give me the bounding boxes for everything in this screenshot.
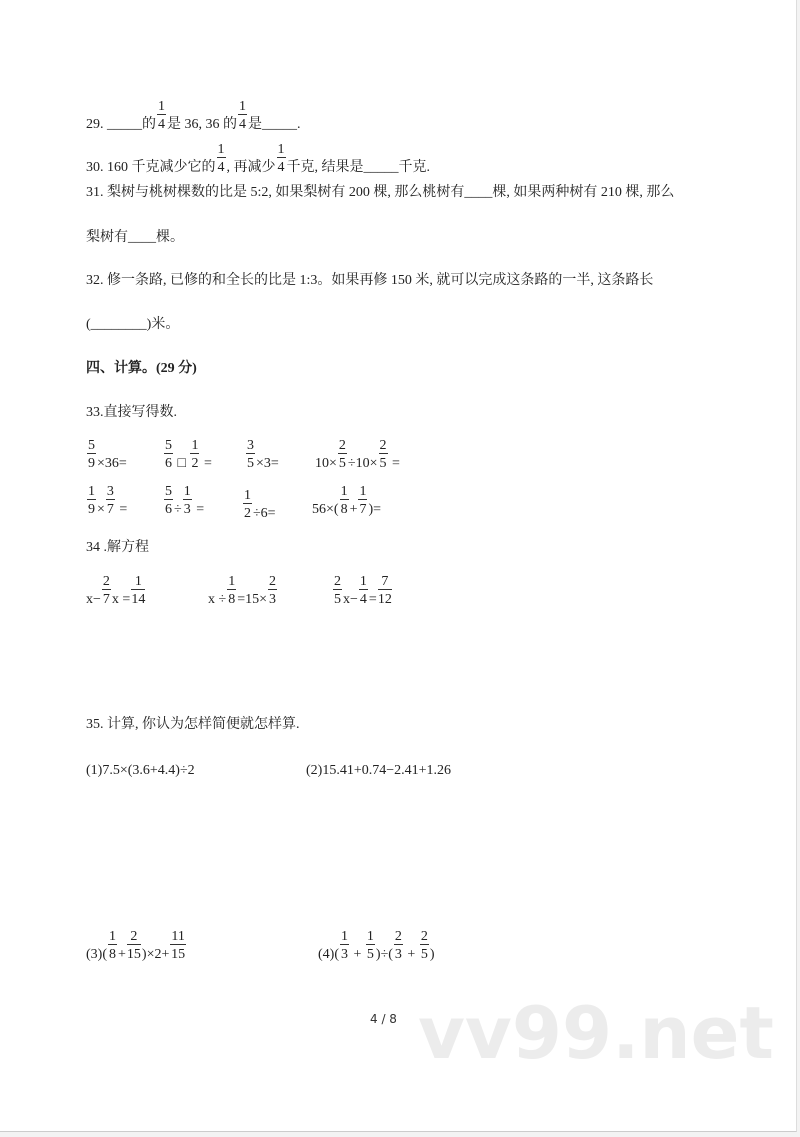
fraction-numerator: 1 xyxy=(340,484,348,499)
text-segment: × xyxy=(97,502,105,517)
fraction-numerator: 2 xyxy=(102,574,110,589)
text-segment: 56×( xyxy=(312,502,339,517)
line-q33-h xyxy=(312,484,381,519)
text-segment: 29. _____的 xyxy=(86,117,156,132)
fraction-numerator: 3 xyxy=(106,484,114,499)
line-q33-a xyxy=(86,438,127,473)
fraction-numerator: 1 xyxy=(88,484,95,499)
fraction-numerator: 1 xyxy=(341,929,348,944)
fraction xyxy=(366,929,375,963)
fraction-numerator: 3 xyxy=(247,438,254,453)
text-segment: x = xyxy=(111,592,131,607)
fraction-denominator: 7 xyxy=(102,592,110,607)
line-q35-3 xyxy=(86,929,187,964)
text-segment: (1)7.5×(3.6+4.4)÷2 xyxy=(86,763,195,778)
text-segment: ÷10× xyxy=(347,456,378,471)
fraction xyxy=(394,929,403,963)
text-segment: ×36= xyxy=(97,456,127,471)
text-segment: = xyxy=(115,502,128,517)
line-q33-g xyxy=(242,488,276,523)
fraction xyxy=(164,438,173,472)
fraction xyxy=(359,574,368,608)
fraction-denominator: 6 xyxy=(165,502,172,517)
line-q30 xyxy=(86,142,430,177)
fraction-numerator: 5 xyxy=(165,438,172,453)
fraction-denominator: 5 xyxy=(338,456,346,471)
text-segment: 是_____. xyxy=(248,117,301,132)
text-segment: ) xyxy=(429,947,435,962)
fraction-denominator: 4 xyxy=(239,117,246,132)
line-q32-cont xyxy=(86,316,179,334)
fraction-denominator: 8 xyxy=(340,502,348,517)
fraction xyxy=(87,484,96,518)
fraction-numerator: 5 xyxy=(165,484,172,499)
text-segment: + xyxy=(403,947,419,962)
fraction-denominator: 3 xyxy=(183,502,191,517)
fraction-numerator: 2 xyxy=(127,929,141,945)
line-q31-cont xyxy=(86,229,184,247)
fraction-numerator: 1 xyxy=(359,484,367,499)
fraction xyxy=(87,438,96,472)
fraction-numerator: 1 xyxy=(359,574,367,589)
text-segment: 四、计算。(29 分) xyxy=(86,361,197,376)
fraction xyxy=(338,438,347,472)
fraction-numerator: 1 xyxy=(244,488,251,503)
fraction-denominator: 5 xyxy=(366,947,374,962)
fraction xyxy=(190,438,199,472)
text-segment: x ÷ xyxy=(208,592,227,607)
fraction xyxy=(183,484,192,518)
fraction-denominator: 2 xyxy=(244,506,251,521)
text-segment: 10× xyxy=(315,456,337,471)
line-q34-a xyxy=(86,574,146,609)
fraction-denominator: 4 xyxy=(217,160,225,175)
fraction-numerator: 2 xyxy=(338,438,346,453)
fraction xyxy=(340,929,349,963)
line-q33-c xyxy=(245,438,279,473)
fraction-denominator: 4 xyxy=(359,592,367,607)
line-q29 xyxy=(86,99,301,134)
text-segment: = xyxy=(368,592,377,607)
fraction-denominator: 3 xyxy=(268,592,276,607)
fraction-denominator: 3 xyxy=(394,947,402,962)
text-segment: □ xyxy=(174,456,190,471)
fraction-denominator: 5 xyxy=(334,592,341,607)
text-segment: x− xyxy=(343,592,358,607)
text-segment: =15× xyxy=(237,592,267,607)
text-segment: + xyxy=(118,947,126,962)
text-segment: 32. 修一条路, 已修的和全长的比是 1:3。如果再修 150 米, 就可以完成这条路的一半, 这条路长 xyxy=(86,273,654,288)
line-q33-e xyxy=(86,484,127,519)
fraction-numerator: 2 xyxy=(379,438,387,453)
fraction xyxy=(102,574,111,608)
fraction-denominator: 9 xyxy=(88,502,95,517)
fraction-numerator: 5 xyxy=(88,438,95,453)
fraction-numerator: 2 xyxy=(268,574,276,589)
fraction-denominator: 5 xyxy=(420,947,428,962)
line-q34-c xyxy=(332,574,393,609)
fraction xyxy=(246,438,255,472)
fraction-numerator: 1 xyxy=(158,99,165,114)
fraction-numerator: 1 xyxy=(366,929,374,944)
line-q31 xyxy=(86,184,674,202)
fraction-denominator: 12 xyxy=(377,592,392,607)
fraction-denominator: 6 xyxy=(165,456,172,471)
fraction-denominator: 5 xyxy=(247,456,254,471)
text-segment: = xyxy=(388,456,400,471)
text-segment: 30. 160 千克减少它的 xyxy=(86,160,216,175)
text-segment: + xyxy=(349,502,358,517)
watermark: vv99.net xyxy=(418,991,774,1075)
line-q34 xyxy=(86,539,149,557)
text-segment: (3)( xyxy=(86,947,107,962)
line-q35-2 xyxy=(306,762,451,780)
fraction-denominator: 5 xyxy=(379,456,387,471)
fraction xyxy=(238,99,247,133)
line-q34-b xyxy=(208,574,278,609)
line-q35 xyxy=(86,716,300,734)
fraction xyxy=(170,929,185,963)
fraction-denominator: 7 xyxy=(359,502,367,517)
fraction-numerator: 2 xyxy=(420,929,428,944)
fraction xyxy=(277,142,286,176)
fraction-numerator: 7 xyxy=(378,574,392,590)
fraction xyxy=(268,574,277,608)
fraction xyxy=(127,929,141,963)
text-segment: + xyxy=(350,947,365,962)
line-q33-d xyxy=(315,438,400,473)
fraction xyxy=(106,484,115,518)
fraction-denominator: 14 xyxy=(131,592,146,607)
fraction xyxy=(379,438,388,472)
fraction-denominator: 2 xyxy=(191,456,199,471)
fraction-numerator: 1 xyxy=(239,99,246,114)
page-number: 4 / 8 xyxy=(370,1012,397,1026)
line-q32 xyxy=(86,272,653,290)
fraction xyxy=(227,574,236,608)
text-segment: (2)15.41+0.74−2.41+1.26 xyxy=(306,763,452,778)
fraction-numerator: 2 xyxy=(394,929,402,944)
fraction-denominator: 4 xyxy=(158,117,165,132)
text-segment: (________)米。 xyxy=(86,317,180,332)
fraction xyxy=(243,488,252,522)
fraction xyxy=(420,929,429,963)
fraction-denominator: 7 xyxy=(106,502,114,517)
line-q35-1 xyxy=(86,762,195,780)
text-segment: 33.直接写得数. xyxy=(86,405,177,420)
text-segment: )×2+ xyxy=(141,947,170,962)
line-section-4 xyxy=(86,360,197,378)
text-segment: 是 36, 36 的 xyxy=(167,117,237,132)
fraction-denominator: 8 xyxy=(109,947,116,962)
fraction-denominator: 9 xyxy=(88,456,95,471)
text-segment: ÷ xyxy=(174,502,182,517)
text-segment: , 再减少 xyxy=(226,160,276,175)
fraction-numerator: 1 xyxy=(191,438,199,453)
text-segment: ×3= xyxy=(256,456,279,471)
text-segment: 千克, 结果是_____千克. xyxy=(286,160,430,175)
fraction-denominator: 4 xyxy=(277,160,285,175)
fraction-denominator: 15 xyxy=(126,947,141,962)
fraction xyxy=(157,99,166,133)
text-segment: (4)( xyxy=(318,947,339,962)
line-q33-f xyxy=(163,484,204,519)
fraction-numerator: 1 xyxy=(131,574,145,590)
fraction-numerator: 1 xyxy=(109,929,116,944)
line-q33-b xyxy=(163,438,212,473)
fraction xyxy=(217,142,226,176)
fraction-numerator: 1 xyxy=(277,142,285,157)
fraction xyxy=(131,574,145,608)
fraction xyxy=(164,484,173,518)
text-segment: 34 .解方程 xyxy=(86,540,149,555)
line-q35-4 xyxy=(318,929,435,964)
fraction xyxy=(340,484,349,518)
fraction xyxy=(108,929,117,963)
text-segment: = xyxy=(192,502,205,517)
text-segment: x− xyxy=(86,592,101,607)
fraction-numerator: 1 xyxy=(228,574,236,589)
text-segment: 35. 计算, 你认为怎样简便就怎样算. xyxy=(86,717,300,732)
text-segment: = xyxy=(200,456,212,471)
text-segment: 31. 梨树与桃树棵数的比是 5:2, 如果梨树有 200 棵, 那么桃树有____棵, 如果两种树有 210 棵, 那么 xyxy=(86,185,675,200)
fraction xyxy=(358,484,367,518)
fraction-denominator: 15 xyxy=(171,947,186,962)
fraction-numerator: 1 xyxy=(217,142,225,157)
text-segment: )÷( xyxy=(375,947,393,962)
fraction-numerator: 11 xyxy=(171,929,185,944)
fraction-denominator: 3 xyxy=(341,947,348,962)
fraction-numerator: 2 xyxy=(334,574,341,589)
fraction-numerator: 1 xyxy=(183,484,191,499)
text-segment: 梨树有____棵。 xyxy=(86,230,184,245)
text-segment: ÷6= xyxy=(253,506,276,521)
fraction xyxy=(333,574,342,608)
text-segment: )= xyxy=(368,502,382,517)
fraction-denominator: 8 xyxy=(228,592,236,607)
line-q33 xyxy=(86,404,177,422)
fraction xyxy=(378,574,392,608)
